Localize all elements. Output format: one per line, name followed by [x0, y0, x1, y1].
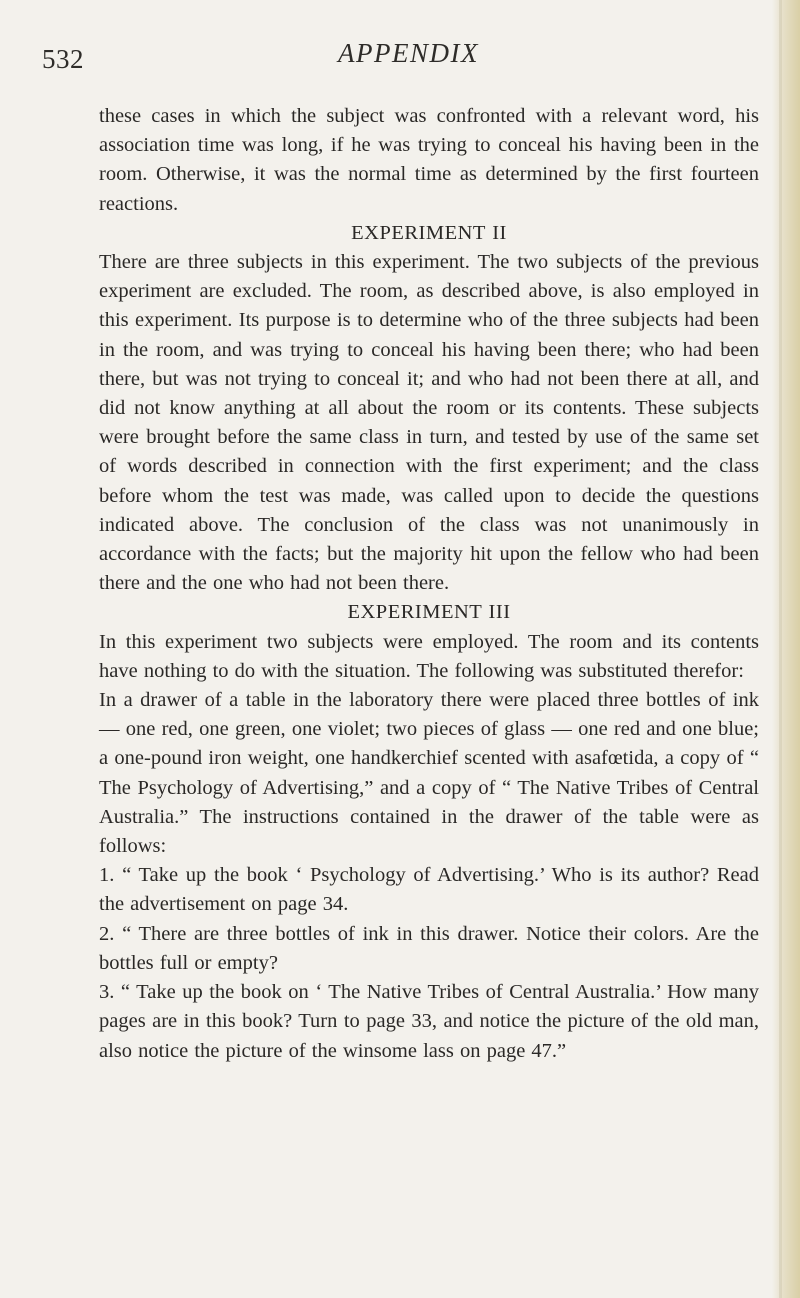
section-heading-experiment-2: EXPERIMENT II: [351, 221, 507, 244]
section-heading-experiment-3: EXPERIMENT III: [347, 601, 511, 624]
running-head: APPENDIX: [338, 38, 479, 68]
paragraph-drawer-contents: In a drawer of a table in the laboratory there were placed three bottles of ink — one red, one green, one violet; two pieces of glass — one red and one blue; a one-pound iron weight, one handkerchief scented with asafœtida, a copy of “ The Psychology of Advertising,” and a copy of “ The Native Tribes of Central Australia.” The instructions contained in the drawer of the table were as follows:: [99, 689, 759, 858]
paragraph-experiment-3-intro: In this experiment two subjects were employed. The room and its contents have nothing to do with the situation. The following was substituted therefor:: [99, 630, 759, 682]
instruction-item-2: 2. “ There are three bottles of ink in this drawer. Notice their colors. Are the bottles full or empty?: [99, 922, 759, 974]
page-number: 532: [42, 44, 84, 74]
page-header: [0, 36, 800, 76]
page-edge: [772, 0, 800, 1298]
body-text: [99, 102, 759, 1066]
paragraph-continuation: these cases in which the subject was confronted with a relevant word, his association time was long, if he was trying to conceal his having been in the room. Otherwise, it was the normal time as determined by the first fourteen reactions.: [99, 105, 759, 215]
instruction-item-3: 3. “ Take up the book on ‘ The Native Tribes of Central Australia.’ How many pages are in this book? Turn to page 33, and notice the picture of the old man, also notice the picture of the winsome lass on page 47.”: [99, 981, 759, 1062]
instruction-item-1: 1. “ Take up the book ‘ Psychology of Advertising.’ Who is its author? Read the advertisement on page 34.: [99, 864, 759, 916]
paragraph-experiment-2: There are three subjects in this experiment. The two subjects of the previous experiment are excluded. The room, as described above, is also employed in this experiment. Its purpose is to determine who of the three subjects had been in the room, and was trying to conceal his having been there; who had been there, but was not trying to conceal it; and who had not been there at all, and did not know anything at all about the room or its contents. These subjects were brought before the same class in turn, and tested by use of the same set of words described in connection with the first experiment; and the class before whom the test was made, was called upon to decide the questions indicated above. The conclusion of the class was not unanimously in accordance with the facts; but the majority hit upon the fellow who had been there and the one who had not been there.: [99, 251, 759, 595]
page-edge-shadow: [779, 0, 782, 1298]
